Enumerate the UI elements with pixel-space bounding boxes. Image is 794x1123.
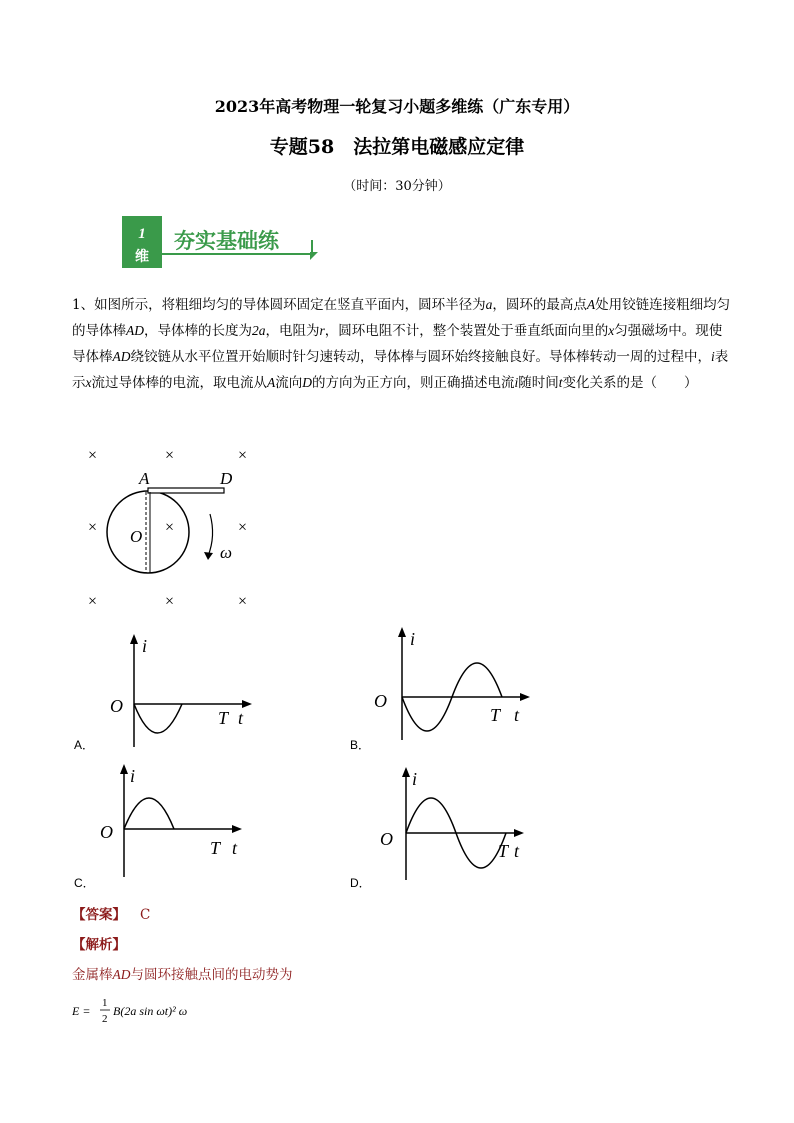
option-c[interactable] <box>72 762 262 890</box>
svg-text:t: t <box>514 841 520 861</box>
svg-text:T: T <box>490 705 501 725</box>
conducting-ring <box>107 491 189 573</box>
svg-text:t: t <box>232 838 238 858</box>
ring-rod-figure <box>80 440 270 619</box>
svg-text:O: O <box>374 691 387 711</box>
field-cross: × <box>88 593 98 610</box>
label-A: A <box>139 469 150 488</box>
section-banner <box>122 216 322 268</box>
analysis-text: 金属棒AD与圆环接触点间的电动势为 <box>72 967 293 983</box>
time-note: （时间：30分钟） <box>343 179 451 194</box>
svg-text:T: T <box>210 838 221 858</box>
question-text: 1、如图所示，将粗细均匀的导体圆环固定在竖直平面内，圆环半径为a，圆环的最高点A处用铰链连接粗细均匀的导体棒AD，导体棒的长度为2a，电阻为r，圆环电阻不计，整个装置处于垂直纸面向里的x匀强磁场中。现使导体棒AD绕铰链从水平位置开始顺时针匀速转动，导体棒与圆环始终接触良好。导体棒转动一周的过程中，i表示x流过导体棒的电流，取电流从A流向D的方向为正方向，则正确描述电流i随时间t变化关系的是（ ） <box>72 297 731 391</box>
field-cross: × <box>165 593 175 610</box>
svg-text:O: O <box>380 829 393 849</box>
label-D: D <box>220 469 233 488</box>
svg-text:T: T <box>498 841 509 861</box>
svg-text:1: 1 <box>102 997 108 1009</box>
option-d-label: D． <box>350 876 371 890</box>
banner-label: 夯实基础练 <box>174 229 279 253</box>
svg-text:B(2a sin ωt)² ω: B(2a sin ωt)² ω <box>113 1004 188 1018</box>
conducting-rod <box>148 488 224 493</box>
answer-value: C <box>140 907 151 923</box>
curve-c <box>124 798 174 829</box>
label-O: O <box>130 527 143 546</box>
answer-tag: 【答案】 <box>72 907 126 923</box>
curve-a <box>134 704 182 733</box>
option-a[interactable] <box>72 632 262 756</box>
svg-text:O: O <box>110 696 123 716</box>
topic-title: 专题58 法拉第电磁感应定律 <box>269 136 525 158</box>
emf-formula <box>72 994 232 1032</box>
svg-text:O: O <box>100 822 113 842</box>
field-cross: × <box>88 519 98 536</box>
svg-text:t: t <box>238 708 244 728</box>
option-d[interactable] <box>350 765 540 889</box>
rotation-arrow <box>208 514 213 556</box>
badge-char: 维 <box>135 250 149 265</box>
field-cross: × <box>238 447 248 464</box>
option-c-label: C． <box>74 876 95 890</box>
series-title: 2023年高考物理一轮复习小题多维练（广东专用） <box>214 97 580 116</box>
svg-text:E =: E = <box>72 1004 91 1018</box>
field-cross: × <box>88 447 98 464</box>
field-cross: × <box>238 519 248 536</box>
field-cross: × <box>238 593 248 610</box>
field-cross: × <box>165 519 175 536</box>
svg-text:i: i <box>410 629 416 649</box>
svg-text:i: i <box>142 636 148 656</box>
badge-number: 1 <box>138 226 146 242</box>
field-cross: × <box>165 447 175 464</box>
option-b-label: B． <box>350 738 371 752</box>
svg-text:i: i <box>412 769 418 789</box>
svg-text:T: T <box>218 708 229 728</box>
svg-text:i: i <box>130 766 136 786</box>
analysis-tag: 【解析】 <box>72 937 126 953</box>
option-b[interactable] <box>350 625 540 752</box>
answer-line <box>72 903 150 923</box>
svg-text:t: t <box>514 705 520 725</box>
option-a-label: A． <box>74 738 95 752</box>
label-omega: ω <box>220 543 233 562</box>
svg-text:2: 2 <box>102 1013 108 1025</box>
